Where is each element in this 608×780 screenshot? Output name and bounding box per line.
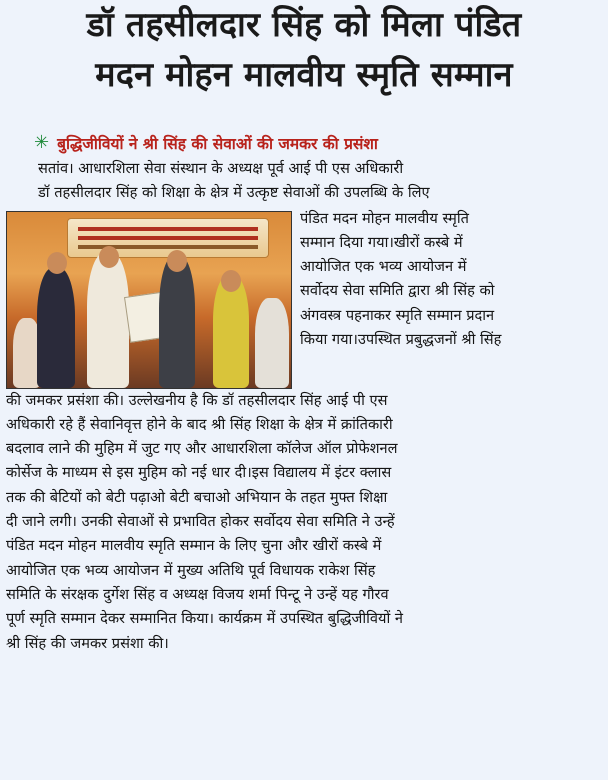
text-line: श्री सिंह की जमकर प्रसंशा की। <box>6 634 169 652</box>
star-icon: ✳ <box>34 132 50 153</box>
subheadline <box>34 132 602 154</box>
text-line: अधिकारी रहे हैं सेवानिवृत्त होने के बाद श्री सिंह शिक्षा के क्षेत्र में क्रांतिकारी <box>6 415 393 433</box>
text-line: सम्मान दिया गया।खीरों कस्बे में <box>300 233 463 251</box>
text-line: दी जाने लगी। उनकी सेवाओं से प्रभावित होकर सर्वोदय सेवा समिति ने उन्हें <box>6 513 395 531</box>
text-line: बदलाव लाने की मुहिम में जुट गए और आधारशिला कॉलेज ऑल प्रोफेशनल <box>6 440 398 458</box>
text-line: आयोजित एक भव्य आयोजन में <box>300 258 467 276</box>
headline-line-1: डॉ तहसीलदार सिंह को मिला पंडित <box>86 5 522 45</box>
main-paragraph <box>6 389 602 656</box>
news-photo <box>6 211 292 389</box>
intro-line-2: डॉ तहसीलदार सिंह को शिक्षा के क्षेत्र में उत्कृष्ट सेवाओं की उपलब्धि के लिए <box>38 184 430 202</box>
text-line: पंडित मदन मोहन मालवीय स्मृति सम्मान के लिए चुना और खीरों कस्बे में <box>6 537 382 555</box>
text-line: समिति के संरक्षक दुर्गेश सिंह व अध्यक्ष विजय शर्मा पिन्टू ने उन्हें यह गौरव <box>6 585 389 603</box>
subheadline-text: बुद्धिजीवियों ने श्री सिंह की सेवाओं की जमकर की प्रसंशा <box>57 135 378 153</box>
photo-and-text-row <box>6 207 602 389</box>
text-line: आयोजित एक भव्य आयोजन में मुख्य अतिथि पूर्व विधायक राकेश सिंह <box>6 561 376 579</box>
text-line: की जमकर प्रसंशा की। उल्लेखनीय है कि डॉ तहसीलदार सिंह आई पी एस <box>6 391 388 409</box>
event-banner <box>67 218 269 258</box>
text-line: तक की बेटियों को बेटी पढ़ाओ बेटी बचाओ अभियान के तहत मुफ्त शिक्षा <box>6 488 388 506</box>
text-line: कोर्सेज के माध्यम से इस मुहिम को नई धार दी।इस विद्यालय में इंटर क्लास <box>6 464 392 482</box>
beside-photo-text <box>300 207 602 389</box>
text-line: अंगवस्त्र पहनाकर स्मृति सम्मान प्रदान <box>300 306 495 324</box>
text-line: किया गया।उपस्थित प्रबुद्धजनों श्री सिंह <box>300 331 502 349</box>
text-line: सर्वोदय सेवा समिति द्वारा श्री सिंह को <box>300 282 495 300</box>
intro-line-1: सतांव। आधारशिला सेवा संस्थान के अध्यक्ष पूर्व आई पी एस अधिकारी <box>38 160 404 177</box>
intro-paragraph <box>6 157 602 206</box>
headline <box>6 4 602 96</box>
text-line: पंडित मदन मोहन मालवीय स्मृति <box>300 209 469 227</box>
headline-line-2: मदन मोहन मालवीय स्मृति सम्मान <box>95 55 513 95</box>
text-line: पूर्ण स्मृति सम्मान देकर सम्मानित किया। कार्यक्रम में उपस्थित बुद्धिजीवियों ने <box>6 610 404 628</box>
